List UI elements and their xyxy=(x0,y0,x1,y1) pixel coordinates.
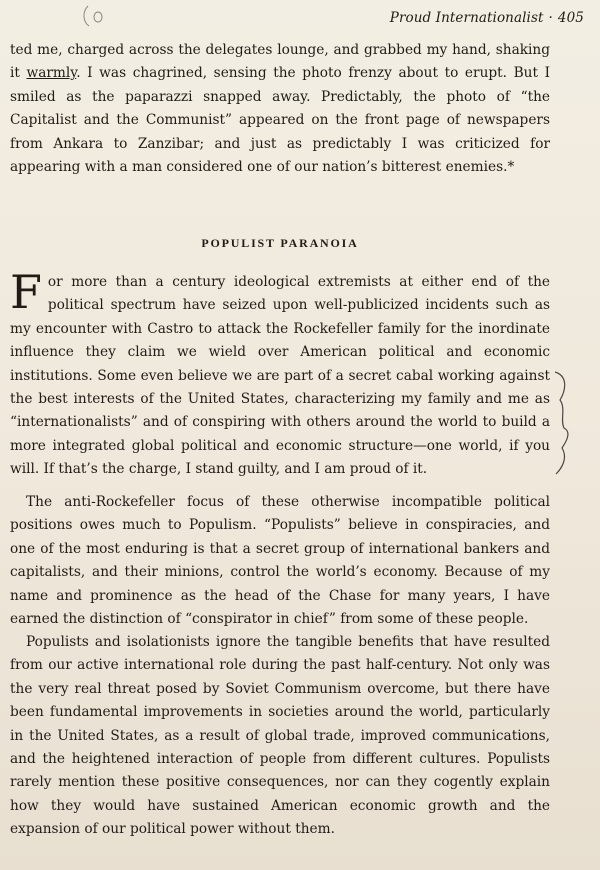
lead-paragraph-text: or more than a century ideological extremists at either end of the political spectrum have seized upon well-publicized incidents such as my encounter with Castro to attack the Rockefeller family for the inordinate influence they claim we wield over American political and economic institutions. Some even believe we are part of a secret cabal working against the best interests of the United States, characterizing my family and me as “internationalists” and of conspiring with others around the world to build a more integrated global political and economic structure—one world, if you will. If that’s the charge, I stand guilty, and I am proud of it. xyxy=(10,274,550,478)
opening-paragraph xyxy=(10,39,550,179)
running-head-separator: · xyxy=(548,10,553,26)
page-number: 405 xyxy=(557,10,584,26)
drop-cap: F xyxy=(10,265,42,319)
lead-paragraph xyxy=(10,265,550,482)
running-head xyxy=(390,10,584,26)
opening-text-before: ted me, charged across the delegates lounge, and grabbed my hand, shaking it xyxy=(10,42,550,82)
running-head-title: Proud Internationalist xyxy=(389,10,544,26)
margin-bracket-icon xyxy=(552,368,582,478)
opening-text-after: . I was chagrined, sensing the photo frenzy about to erupt. But I smiled as the paparazzi snapped away. Predictably, the photo of “the Capitalist and the Communist” appeared on the front page of newspapers from Ankara to Zanzibar; and just as predictably I was criticized for appearing with a man considered one of our nation’s bitterest enemies.* xyxy=(10,65,551,176)
paragraph-isolationists: Populists and isolationists ignore the tangible benefits that have resulted from our active international role during the past half-century. Not only was the very real threat posed by Soviet Communism overcome, but there have been fundamental improvements in societies around the world, particularly in the United States, as a result of global trade, improved communications, and the heightened interaction of people from different cultures. Populists rarely mention these positive consequences, nor can they cogently explain how they would have sustained American economic growth and the expansion of our political power without them. xyxy=(10,634,550,838)
section-heading: POPULIST PARANOIA xyxy=(201,236,359,250)
pencil-mark-icon xyxy=(80,2,120,30)
underlined-word: warmly xyxy=(26,65,77,82)
paragraph-populism: The anti-Rockefeller focus of these otherwise incompatible political positions owes much to Populism. “Populists” believe in conspiracies, and one of the most enduring is that a secret group of international bankers and capitalists, and their minions, control the world’s economy. Because of my name and prominence as the head of the Chase for many years, I have earned the distinction of “conspirator in chief” from some of these people. xyxy=(10,494,550,628)
